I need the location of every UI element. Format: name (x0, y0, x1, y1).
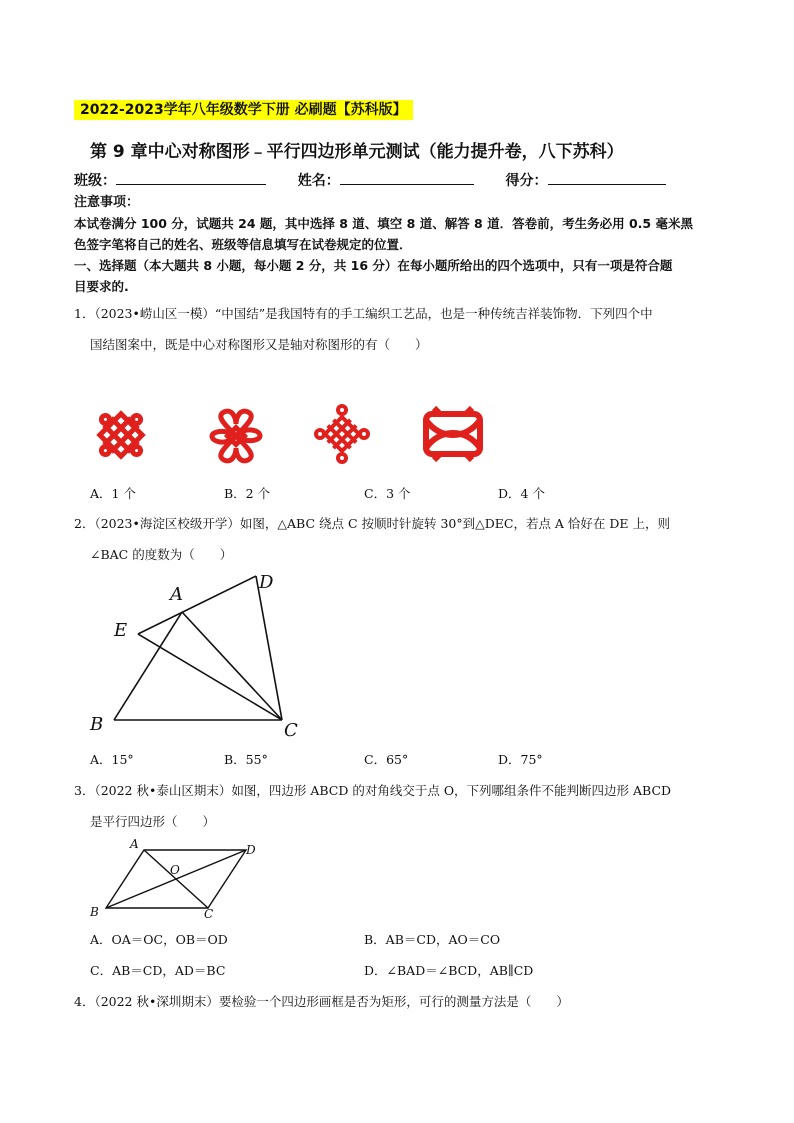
q3-label-o: O (170, 863, 180, 877)
notes-heading: 注意事项： (74, 195, 140, 210)
q1-option-a[interactable]: A．1 个 (90, 486, 136, 501)
q3-parallelogram-figure (84, 834, 274, 924)
class-label: 班级： (74, 173, 116, 189)
page-title: 第 9 章中心对称图形﹣平行四边形单元测试（能力提升卷，八下苏科） (90, 142, 624, 162)
q2-line-1: 2．（2023•海淀区校级开学）如图，△ABC 绕点 C 按顺时针旋转 30°到△DEC，若点 A 恰好在 DE 上，则 (74, 516, 671, 531)
q1-option-b[interactable]: B．2 个 (224, 486, 271, 501)
chinese-knot-figure-d (420, 406, 486, 462)
q3-option-b[interactable]: B．AB＝CD，AO＝CO (364, 932, 501, 947)
section-heading-line-1: 一、选择题（本大题共 8 小题，每小题 2 分，共 16 分）在每小题所给出的四个选项中，只有一项是符合题 (74, 258, 673, 273)
chinese-knot-figure-a (92, 406, 150, 464)
q2-option-a[interactable]: A．15° (90, 752, 134, 767)
series-banner: 2022-2023学年八年级数学下册 必刷题【苏科版】 (74, 100, 413, 120)
q1-option-d[interactable]: D．4 个 (498, 486, 545, 501)
q2-label-c: C (284, 720, 298, 741)
q2-label-e: E (114, 620, 128, 641)
notes-line-1: 本试卷满分 100 分，试题共 24 题，其中选择 8 道、填空 8 道、解答 8 道．答卷前，考生务必用 0.5 毫米黑 (74, 216, 693, 231)
q3-label-d: D (246, 843, 256, 857)
q2-option-d[interactable]: D．75° (498, 752, 543, 767)
q2-option-c[interactable]: C．65° (364, 752, 409, 767)
score-blank[interactable] (548, 170, 666, 185)
chinese-knot-figure-c (314, 404, 370, 464)
q2-label-a: A (170, 584, 183, 605)
info-fields (74, 170, 666, 190)
q2-line-2: ∠BAC 的度数为（ ） (90, 547, 233, 562)
q1-line-1: 1．（2023•崂山区一模）“中国结”是我国特有的手工编织工艺品，也是一种传统吉祥装饰物．下列四个中 (74, 306, 653, 321)
q3-line-1: 3．（2022 秋•泰山区期末）如图，四边形 ABCD 的对角线交于点 O，下列哪组条件不能判断四边形 ABCD (74, 783, 672, 798)
q2-triangle-figure (80, 566, 320, 746)
q4-line-1: 4．（2022 秋•深圳期末）要检验一个四边形画框是否为矩形，可行的测量方法是（ ） (74, 994, 569, 1009)
q3-label-a: A (130, 837, 139, 851)
score-label: 得分： (505, 173, 548, 189)
q1-line-2: 国结图案中，既是中心对称图形又是轴对称图形的有（ ） (90, 337, 428, 352)
q3-option-c[interactable]: C．AB＝CD，AD＝BC (90, 963, 226, 978)
q2-label-d: D (259, 572, 274, 593)
class-blank[interactable] (116, 170, 266, 185)
section-heading-line-2: 目要求的. (74, 279, 129, 294)
q2-label-b: B (90, 714, 104, 735)
q3-label-b: B (90, 905, 99, 919)
notes-line-2: 色签字笔将自己的姓名、班级等信息填写在试卷规定的位置． (74, 237, 412, 252)
q1-option-c[interactable]: C．3 个 (364, 486, 411, 501)
q3-option-d[interactable]: D．∠BAD＝∠BCD，AB∥CD (364, 963, 534, 978)
q3-line-2: 是平行四边形（ ） (90, 814, 216, 829)
q2-option-b[interactable]: B．55° (224, 752, 268, 767)
name-blank[interactable] (340, 170, 474, 185)
q3-option-a[interactable]: A．OA＝OC，OB＝OD (90, 932, 228, 947)
name-label: 姓名： (297, 173, 340, 189)
q3-label-c: C (204, 907, 214, 921)
chinese-knot-figure-b (206, 406, 266, 466)
